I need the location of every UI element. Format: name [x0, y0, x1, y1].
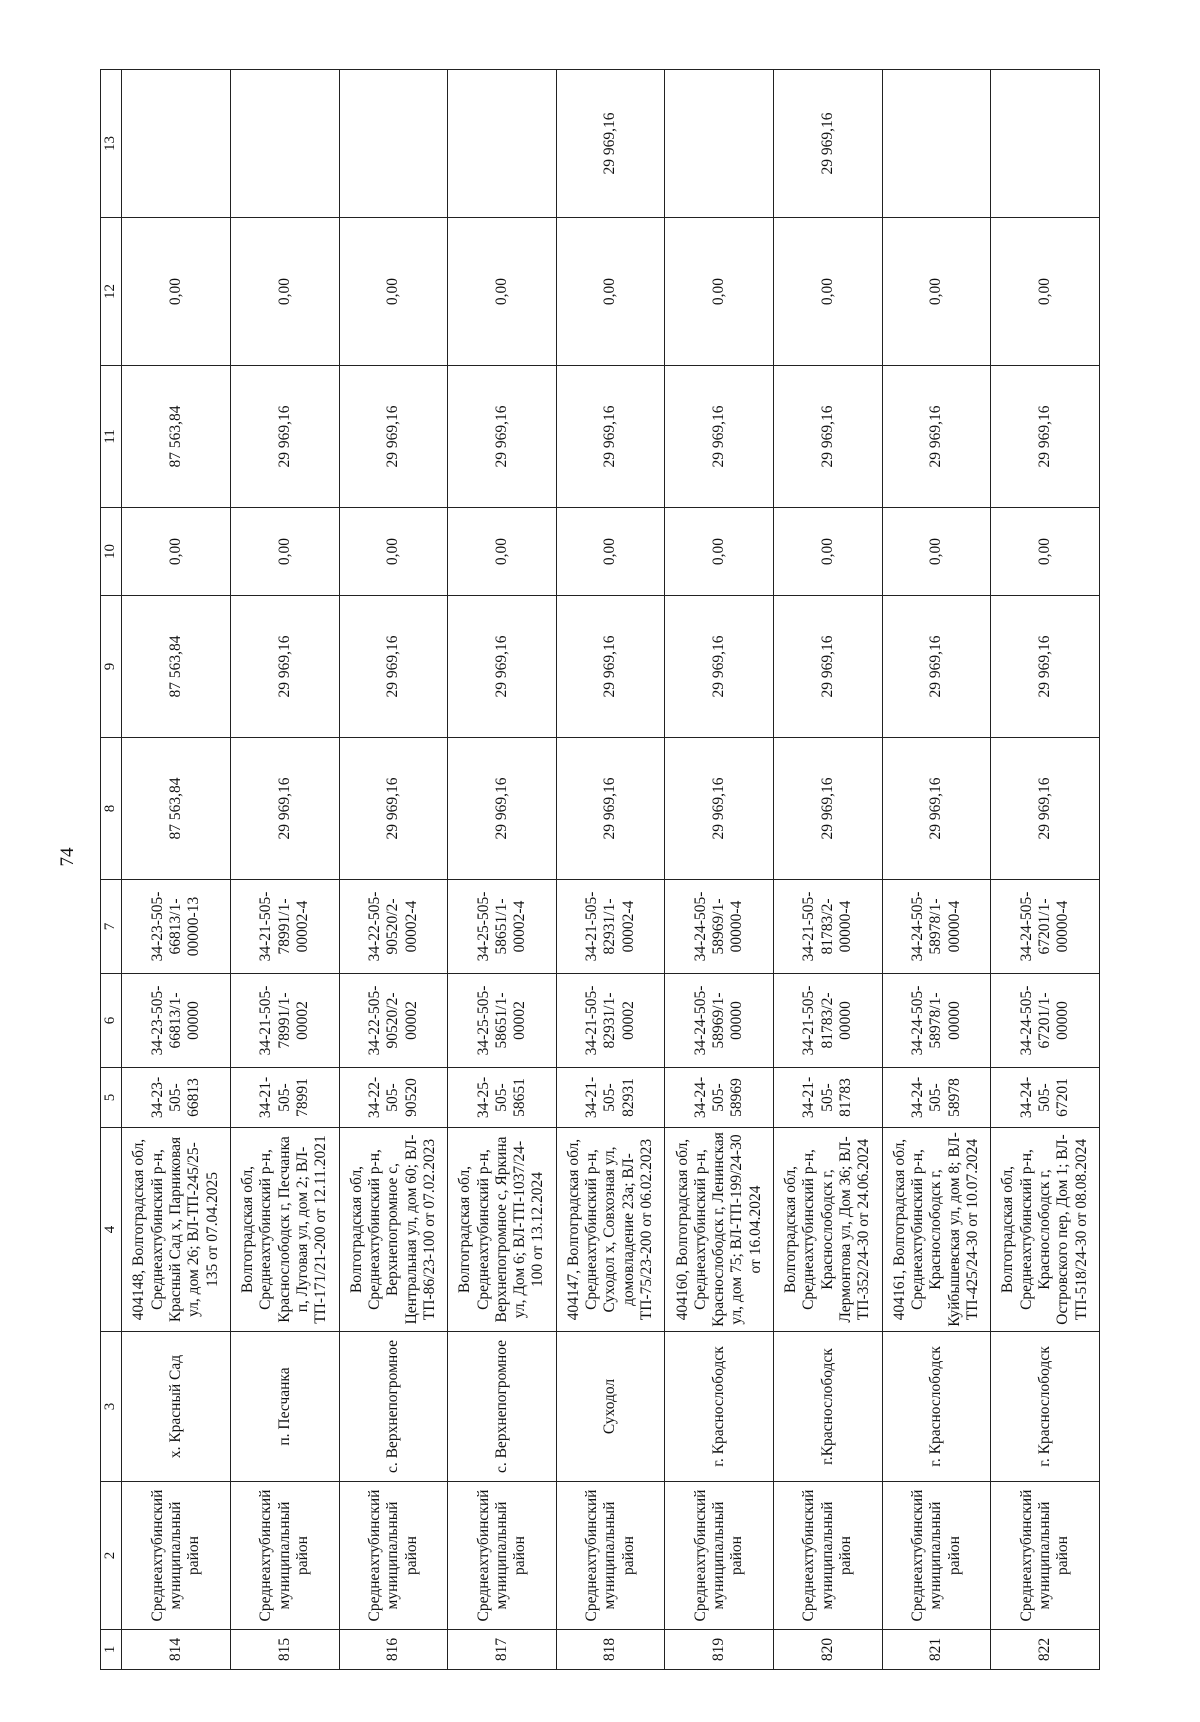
table-cell-col-4: Волгоградская обл, Среднеахтубинский р-н, Верхнепогромное с, Яркина ул, Дом 6; ВЛ-ТП-1037/24-100 от 13.12.2024: [448, 1128, 557, 1332]
table-cell-col-10: 0,00: [230, 508, 339, 596]
table-cell-col-8: 87 563,84: [122, 738, 231, 880]
table-cell-col-1: 821: [882, 1630, 991, 1670]
table-cell-col-7: 34-24-505-67201/1-00000-4: [991, 880, 1100, 974]
table-row: [122, 70, 231, 1670]
column-number-cell: 3: [101, 1332, 122, 1482]
table-cell-col-12: 0,00: [774, 218, 883, 366]
table-cell-col-11: 29 969,16: [774, 366, 883, 508]
table-cell-col-7: 34-21-505-81783/2-00000-4: [774, 880, 883, 974]
table-cell-col-12: 0,00: [122, 218, 231, 366]
table-cell-col-11: 29 969,16: [448, 366, 557, 508]
column-number-cell: 6: [101, 974, 122, 1068]
column-number-cell: 2: [101, 1482, 122, 1630]
table-cell-col-9: 29 969,16: [665, 596, 774, 738]
table-cell-col-7: 34-23-505-66813/1-00000-13: [122, 880, 231, 974]
table-cell-col-8: 29 969,16: [774, 738, 883, 880]
table-cell-col-10: 0,00: [774, 508, 883, 596]
table-cell-col-2: Среднеахтубинский муниципальный район: [556, 1482, 665, 1630]
table-cell-col-13: [339, 70, 448, 218]
table-cell-col-12: 0,00: [991, 218, 1100, 366]
table-cell-col-2: Среднеахтубинский муниципальный район: [882, 1482, 991, 1630]
table-cell-col-8: 29 969,16: [230, 738, 339, 880]
column-number-cell: 1: [101, 1630, 122, 1670]
column-number-cell: 8: [101, 738, 122, 880]
table-cell-col-4: Волгоградская обл, Среднеахтубинский р-н, Верхнепогромное с, Центральная ул, дом 60; ВЛ-ТП-86/23-100 от 07.02.2023: [339, 1128, 448, 1332]
column-number-cell: 7: [101, 880, 122, 974]
table-cell-col-5: 34-21-505-78991: [230, 1068, 339, 1128]
table-cell-col-5: 34-21-505-81783: [774, 1068, 883, 1128]
table-cell-col-6: 34-21-505-82931/1-00002: [556, 974, 665, 1068]
table-cell-col-11: 87 563,84: [122, 366, 231, 508]
table-row: [991, 70, 1100, 1670]
table-cell-col-10: 0,00: [991, 508, 1100, 596]
table-cell-col-4: Волгоградская обл, Среднеахтубинский р-н, Краснослободск г, Островского пер, Дом 1; ВЛ-ТП-518/24-30 от 08.08.2024: [991, 1128, 1100, 1332]
table-cell-col-7: 34-22-505-90520/2-00002-4: [339, 880, 448, 974]
table-cell-col-13: [230, 70, 339, 218]
table-cell-col-1: 820: [774, 1630, 883, 1670]
table-cell-col-1: 819: [665, 1630, 774, 1670]
table-cell-col-11: 29 969,16: [230, 366, 339, 508]
table-cell-col-11: 29 969,16: [556, 366, 665, 508]
table-cell-col-1: 816: [339, 1630, 448, 1670]
table-cell-col-3: г.Краснослободск: [774, 1332, 883, 1482]
table-cell-col-13: [122, 70, 231, 218]
table-row: [448, 70, 557, 1670]
column-number-cell: 13: [101, 70, 122, 218]
table-row: [339, 70, 448, 1670]
table-cell-col-7: 34-24-505-58978/1-00000-4: [882, 880, 991, 974]
table-cell-col-8: 29 969,16: [339, 738, 448, 880]
table-cell-col-6: 34-24-505-58969/1-00000: [665, 974, 774, 1068]
table-cell-col-2: Среднеахтубинский муниципальный район: [448, 1482, 557, 1630]
table-cell-col-1: 815: [230, 1630, 339, 1670]
table-cell-col-1: 817: [448, 1630, 557, 1670]
column-number-cell: 4: [101, 1128, 122, 1332]
table-cell-col-10: 0,00: [448, 508, 557, 596]
table-row: [556, 70, 665, 1670]
table-cell-col-5: 34-25-505-58651: [448, 1068, 557, 1128]
table-cell-col-9: 29 969,16: [230, 596, 339, 738]
table-cell-col-11: 29 969,16: [882, 366, 991, 508]
rotated-table-sheet: [100, 70, 1100, 1670]
table-cell-col-5: 34-23-505-66813: [122, 1068, 231, 1128]
table-cell-col-12: 0,00: [882, 218, 991, 366]
column-number-cell: 9: [101, 596, 122, 738]
table-cell-col-7: 34-21-505-82931/1-00002-4: [556, 880, 665, 974]
table-cell-col-9: 29 969,16: [448, 596, 557, 738]
table-cell-col-2: Среднеахтубинский муниципальный район: [991, 1482, 1100, 1630]
table-cell-col-13: [991, 70, 1100, 218]
table-cell-col-8: 29 969,16: [991, 738, 1100, 880]
table-cell-col-5: 34-22-505-90520: [339, 1068, 448, 1128]
column-number-cell: 10: [101, 508, 122, 596]
table-cell-col-10: 0,00: [122, 508, 231, 596]
table-cell-col-5: 34-24-505-58978: [882, 1068, 991, 1128]
table-cell-col-3: с. Верхнепогромное: [339, 1332, 448, 1482]
table-cell-col-7: 34-21-505-78991/1-00002-4: [230, 880, 339, 974]
table-cell-col-10: 0,00: [339, 508, 448, 596]
table-cell-col-1: 822: [991, 1630, 1100, 1670]
table-cell-col-6: 34-24-505-67201/1-00000: [991, 974, 1100, 1068]
table-row: [774, 70, 883, 1670]
table-cell-col-13: 29 969,16: [556, 70, 665, 218]
table-cell-col-4: 404147, Волгоградская обл, Среднеахтубинский р-н, Суходол х, Совхозная ул, домовладение 23а; ВЛ-ТП-75/23-200 от 06.02.2023: [556, 1128, 665, 1332]
table-cell-col-3: п. Песчанка: [230, 1332, 339, 1482]
table-cell-col-3: Суходол: [556, 1332, 665, 1482]
table-cell-col-1: 814: [122, 1630, 231, 1670]
table-cell-col-3: с. Верхнепогромное: [448, 1332, 557, 1482]
table-cell-col-12: 0,00: [230, 218, 339, 366]
table-cell-col-2: Среднеахтубинский муниципальный район: [122, 1482, 231, 1630]
table-row: [230, 70, 339, 1670]
table-cell-col-13: [665, 70, 774, 218]
table-cell-col-9: 29 969,16: [882, 596, 991, 738]
table-cell-col-10: 0,00: [665, 508, 774, 596]
table-cell-col-13: [448, 70, 557, 218]
table-cell-col-4: 404160, Волгоградская обл, Среднеахтубинский р-н, Краснослободск г, Ленинская ул, дом 75; ВЛ-ТП-199/24-30 от 16.04.2024: [665, 1128, 774, 1332]
table-cell-col-8: 29 969,16: [448, 738, 557, 880]
table-cell-col-9: 87 563,84: [122, 596, 231, 738]
table-cell-col-5: 34-24-505-67201: [991, 1068, 1100, 1128]
table-cell-col-8: 29 969,16: [882, 738, 991, 880]
table-cell-col-10: 0,00: [882, 508, 991, 596]
table-cell-col-6: 34-21-505-78991/1-00002: [230, 974, 339, 1068]
table-cell-col-5: 34-21-505-82931: [556, 1068, 665, 1128]
table-row: [882, 70, 991, 1670]
table-cell-col-12: 0,00: [556, 218, 665, 366]
table-cell-col-9: 29 969,16: [556, 596, 665, 738]
table-cell-col-8: 29 969,16: [665, 738, 774, 880]
table-cell-col-3: г. Краснослободск: [882, 1332, 991, 1482]
table-cell-col-11: 29 969,16: [665, 366, 774, 508]
table-cell-col-6: 34-25-505-58651/1-00002: [448, 974, 557, 1068]
table-cell-col-6: 34-23-505-66813/1-00000: [122, 974, 231, 1068]
table-cell-col-12: 0,00: [665, 218, 774, 366]
table-cell-col-5: 34-24-505-58969: [665, 1068, 774, 1128]
table-cell-col-1: 818: [556, 1630, 665, 1670]
table-cell-col-12: 0,00: [448, 218, 557, 366]
table-cell-col-9: 29 969,16: [774, 596, 883, 738]
table-cell-col-13: [882, 70, 991, 218]
table-cell-col-4: 404161, Волгоградская обл, Среднеахтубинский р-н, Краснослободск г, Куйбышевская ул, дом 8; ВЛ-ТП-425/24-30 от 10.07.2024: [882, 1128, 991, 1332]
data-table: [100, 69, 1100, 1670]
table-cell-col-3: г. Краснослободск: [665, 1332, 774, 1482]
table-row: [665, 70, 774, 1670]
table-cell-col-7: 34-24-505-58969/1-00000-4: [665, 880, 774, 974]
table-cell-col-6: 34-22-505-90520/2-00002: [339, 974, 448, 1068]
table-cell-col-2: Среднеахтубинский муниципальный район: [230, 1482, 339, 1630]
table-cell-col-3: х. Красный Сад: [122, 1332, 231, 1482]
table-cell-col-4: Волгоградская обл, Среднеахтубинский р-н, Краснослободск г, Песчанка п, Луговая ул, дом 2; ВЛ-ТП-171/21-200 от 12.11.2021: [230, 1128, 339, 1332]
column-number-row: [101, 70, 122, 1670]
table-cell-col-4: Волгоградская обл, Среднеахтубинский р-н, Краснослободск г, Лермонтова ул, Дом 36; ВЛ-ТП-352/24-30 от 24.06.2024: [774, 1128, 883, 1332]
table-cell-col-11: 29 969,16: [991, 366, 1100, 508]
column-number-cell: 5: [101, 1068, 122, 1128]
table-cell-col-2: Среднеахтубинский муниципальный район: [339, 1482, 448, 1630]
table-cell-col-13: 29 969,16: [774, 70, 883, 218]
table-cell-col-7: 34-25-505-58651/1-00002-4: [448, 880, 557, 974]
table-cell-col-6: 34-21-505-81783/2-00000: [774, 974, 883, 1068]
table-cell-col-4: 404148, Волгоградская обл, Среднеахтубинский р-н, Красный Сад х, Парниковая ул, дом 26; ВЛ-ТП-245/25-135 от 07.04.2025: [122, 1128, 231, 1332]
table-cell-col-2: Среднеахтубинский муниципальный район: [665, 1482, 774, 1630]
table-cell-col-2: Среднеахтубинский муниципальный район: [774, 1482, 883, 1630]
table-cell-col-12: 0,00: [339, 218, 448, 366]
table-cell-col-9: 29 969,16: [991, 596, 1100, 738]
column-number-cell: 11: [101, 366, 122, 508]
page-number: 74: [57, 847, 78, 867]
column-number-cell: 12: [101, 218, 122, 366]
table-cell-col-6: 34-24-505-58978/1-00000: [882, 974, 991, 1068]
table-cell-col-11: 29 969,16: [339, 366, 448, 508]
table-cell-col-8: 29 969,16: [556, 738, 665, 880]
table-cell-col-3: г. Краснослободск: [991, 1332, 1100, 1482]
table-cell-col-10: 0,00: [556, 508, 665, 596]
table-cell-col-9: 29 969,16: [339, 596, 448, 738]
